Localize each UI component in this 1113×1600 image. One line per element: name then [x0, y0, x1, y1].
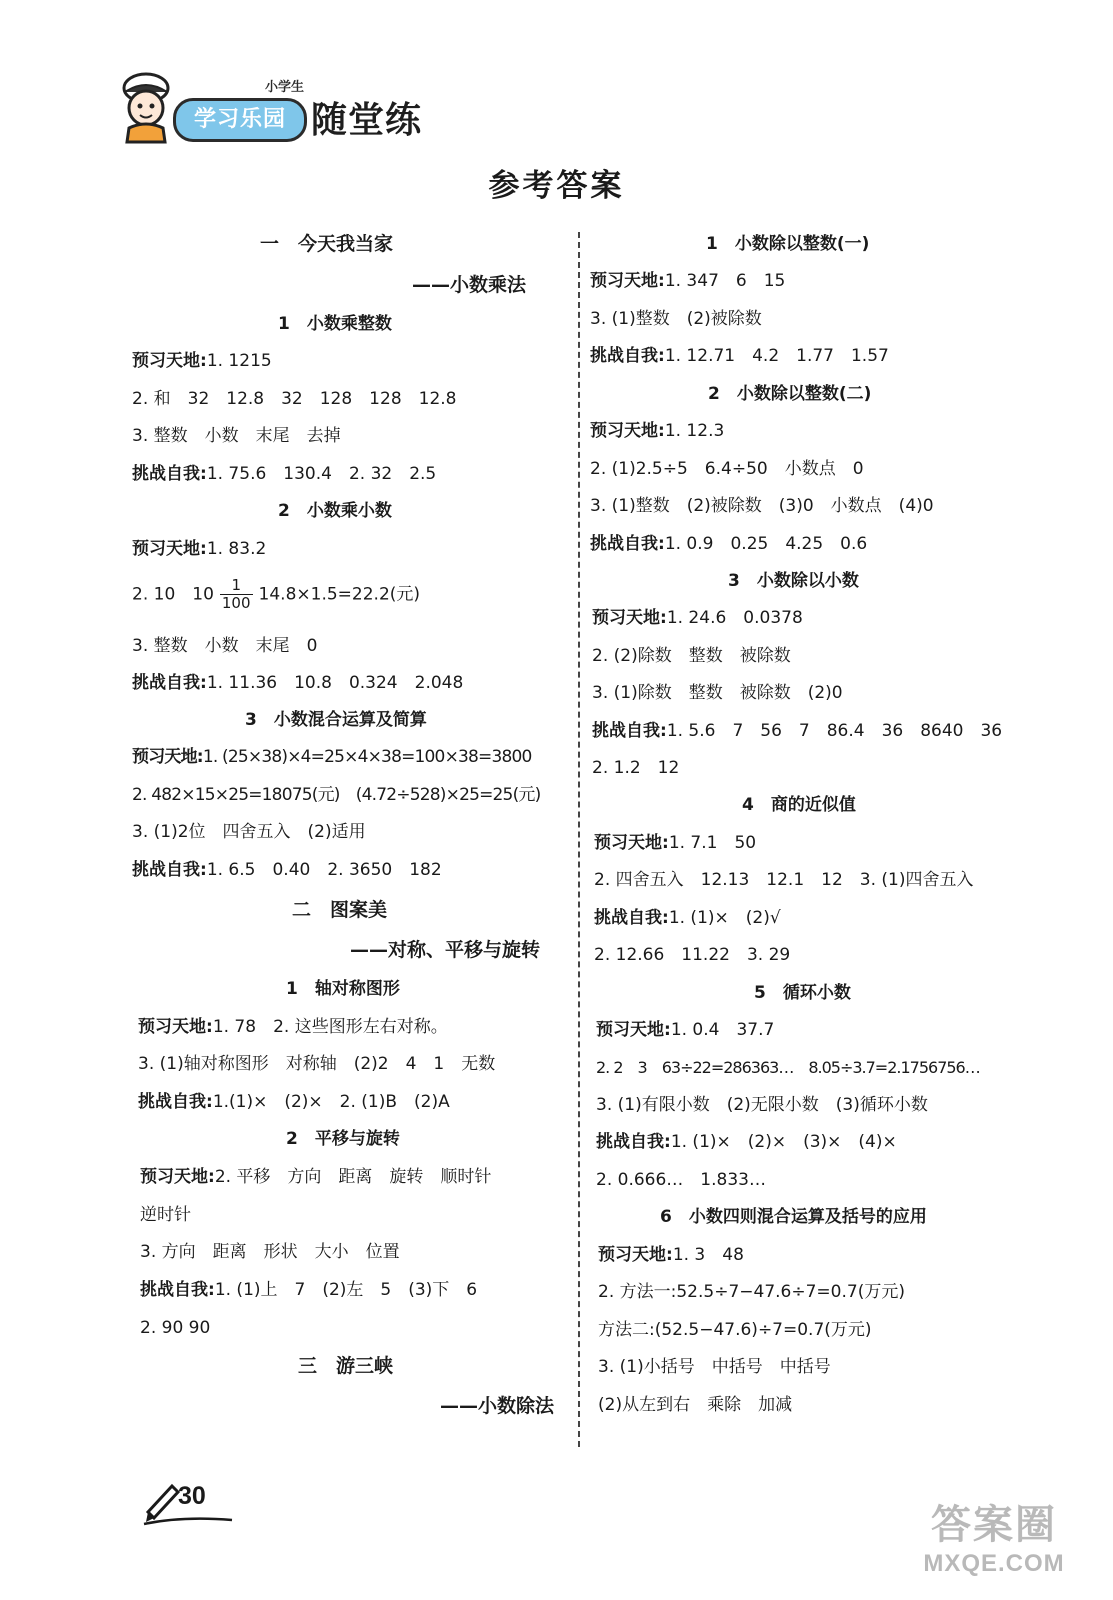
answer-line: [590, 344, 889, 368]
answer-line: [132, 577, 420, 612]
line-label: 挑战自我:: [132, 860, 207, 880]
line-text: 1. 12.71 4.2 1.77 1.57: [664, 346, 889, 366]
line-text: 1. 3 48: [672, 1245, 744, 1265]
line-label: 预习天地:: [590, 421, 665, 441]
line-label: 预习天地:: [140, 1167, 215, 1187]
answer-line: 2. (2)除数 整数 被除数: [592, 646, 791, 666]
answer-line: [132, 858, 442, 882]
answer-line: 2. 90 90: [140, 1318, 211, 1338]
section-title: 3 小数混合运算及简算: [245, 710, 427, 730]
line-text: 1. 7.1 50: [668, 833, 757, 853]
section-title: 1 小数除以整数(一): [706, 234, 870, 254]
header-small-text: 小学生: [265, 80, 305, 95]
header-pill-text: 学习乐园: [173, 98, 307, 142]
section-title: 3 小数除以小数: [728, 571, 859, 591]
answer-line: 2. 四舍五入 12.13 12.1 12 3. (1)四舍五入: [594, 870, 974, 890]
line-text: 2. 平移 方向 距离 旋转 顺时针: [214, 1167, 492, 1187]
answer-line: [596, 1018, 774, 1042]
answer-line: [596, 1130, 897, 1154]
answer-line: 2. 12.66 11.22 3. 29: [594, 945, 791, 965]
unit-1-subtitle: ——小数乘法: [412, 274, 527, 296]
line-text: 2. 10 10: [132, 584, 214, 605]
answer-line: 2. 2 3 63÷22=286363… 8.05÷3.7=2.1756756…: [596, 1058, 980, 1077]
answer-line: [592, 719, 1002, 743]
line-text: 1. (1)× (2)× (3)× (4)×: [670, 1132, 897, 1152]
line-text: 1. 24.6 0.0378: [666, 608, 803, 628]
line-label: 挑战自我:: [590, 346, 665, 366]
line-text: 1. 78 2. 这些图形左右对称。: [212, 1017, 448, 1037]
line-text: 1. 0.9 0.25 4.25 0.6: [664, 534, 868, 554]
answer-line: [590, 269, 785, 293]
answer-line: 2. (1)2.5÷5 6.4÷50 小数点 0: [590, 459, 864, 479]
line-text: 1. 83.2: [206, 539, 267, 559]
answer-line: [590, 419, 724, 443]
line-label: 挑战自我:: [594, 908, 669, 928]
watermark-line1: 答案圈: [931, 1503, 1057, 1547]
unit-3-title: 三 游三峡: [298, 1355, 394, 1377]
answer-line: 2. 方法一:52.5÷7−47.6÷7=0.7(万元): [598, 1282, 905, 1302]
section-title: 1 小数乘整数: [278, 314, 392, 334]
line-label: 挑战自我:: [592, 721, 667, 741]
line-text: 1. (1)上 7 (2)左 5 (3)下 6: [214, 1280, 478, 1300]
answer-line: [140, 1278, 477, 1302]
answer-line: 3. (1)2位 四舍五入 (2)适用: [132, 822, 366, 842]
column-divider: [578, 232, 580, 1447]
line-text: 1. 0.4 37.7: [670, 1020, 775, 1040]
answer-line: [598, 1243, 744, 1267]
answer-line: [132, 462, 436, 486]
page-number: 30: [178, 1482, 206, 1510]
line-label: 预习天地:: [132, 351, 207, 371]
line-text: 1. 5.6 7 56 7 86.4 36 8640 36: [666, 721, 1003, 741]
answer-line: (2)从左到右 乘除 加减: [598, 1395, 793, 1415]
answer-line: [132, 537, 266, 561]
answer-line: 3. (1)整数 (2)被除数: [590, 309, 762, 329]
answer-line: [132, 349, 272, 373]
section-title: 2 平移与旋转: [286, 1129, 400, 1149]
line-text: 1. 11.36 10.8 0.324 2.048: [206, 673, 464, 693]
unit-2-subtitle: ——对称、平移与旋转: [350, 939, 541, 961]
answer-line: 3. (1)轴对称图形 对称轴 (2)2 4 1 无数: [138, 1054, 496, 1074]
line-label: 预习天地:: [132, 539, 207, 559]
section-title: 6 小数四则混合运算及括号的应用: [660, 1207, 927, 1227]
section-title: 2 小数除以整数(二): [708, 384, 872, 404]
section-title: 4 商的近似值: [742, 795, 856, 815]
section-title: 5 循环小数: [754, 983, 851, 1003]
line-text: 1. 12.3: [664, 421, 725, 441]
answer-line: [132, 671, 463, 695]
line-label: 预习天地:: [594, 833, 669, 853]
answer-line: 2. 和 32 12.8 32 128 128 12.8: [132, 389, 457, 409]
line-text: 1.(1)× (2)× 2. (1)B (2)A: [212, 1092, 450, 1112]
fraction: [220, 577, 253, 612]
answer-line: 逆时针: [140, 1205, 191, 1225]
answer-line: [590, 532, 867, 556]
page-title: 参考答案: [488, 168, 625, 204]
line-text: 1. 1215: [206, 351, 272, 371]
answer-line: [138, 1015, 448, 1039]
unit-2-title: 二 图案美: [292, 899, 388, 921]
answer-line: 3. 整数 小数 末尾 0: [132, 636, 318, 656]
book-title: 随堂练: [311, 100, 423, 141]
line-text: 1. 6.5 0.40 2. 3650 182: [206, 860, 442, 880]
line-label: 挑战自我:: [596, 1132, 671, 1152]
line-label: 挑战自我:: [590, 534, 665, 554]
line-label: 预习天地:: [590, 271, 665, 291]
line-label: 预习天地:: [598, 1245, 673, 1265]
fraction-denominator: 100: [221, 594, 251, 612]
answer-line: 3. (1)小括号 中括号 中括号: [598, 1357, 831, 1377]
answer-line: 3. (1)有限小数 (2)无限小数 (3)循环小数: [596, 1095, 928, 1115]
answer-line: 2. 1.2 12: [592, 758, 680, 778]
answer-line: [138, 1090, 450, 1114]
line-text: 1. (25×38)×4=25×4×38=100×38=3800: [202, 747, 532, 767]
section-title: 2 小数乘小数: [278, 501, 392, 521]
line-text: 1. 75.6 130.4 2. 32 2.5: [206, 464, 437, 484]
line-label: 预习天地:: [132, 747, 203, 767]
header-logo: [115, 68, 435, 148]
line-text: 1. (1)× (2)√: [668, 908, 781, 928]
answer-line: 3. (1)整数 (2)被除数 (3)0 小数点 (4)0: [590, 496, 934, 516]
page-number-area: [142, 1478, 242, 1528]
answer-line: 3. 整数 小数 末尾 去掉: [132, 426, 341, 446]
watermark-line2: MXQE.COM: [923, 1550, 1065, 1577]
answer-line: [592, 606, 803, 630]
line-label: 挑战自我:: [140, 1280, 215, 1300]
line-text: 14.8×1.5=22.2(元): [258, 584, 421, 605]
line-label: 预习天地:: [592, 608, 667, 628]
line-label: 预习天地:: [138, 1017, 213, 1037]
line-label: 预习天地:: [596, 1020, 671, 1040]
unit-3-subtitle: ——小数除法: [440, 1395, 555, 1417]
answer-line: [132, 745, 532, 769]
line-label: 挑战自我:: [132, 464, 207, 484]
line-text: 1. 347 6 15: [664, 271, 786, 291]
answer-line: [140, 1165, 491, 1189]
answer-line: 2. 482×15×25=18075(元) (4.72÷528)×25=25(元): [132, 785, 541, 805]
answer-line: 3. (1)除数 整数 被除数 (2)0: [592, 683, 843, 703]
unit-1-title: 一 今天我当家: [260, 233, 394, 255]
line-label: 挑战自我:: [132, 673, 207, 693]
section-title: 1 轴对称图形: [286, 979, 400, 999]
line-label: 挑战自我:: [138, 1092, 213, 1112]
answer-line: 方法二:(52.5−47.6)÷7=0.7(万元): [598, 1320, 872, 1340]
answer-line: 2. 0.666… 1.833…: [596, 1170, 766, 1190]
mascot-icon: [115, 70, 177, 144]
fraction-numerator: 1: [220, 577, 253, 595]
watermark: [904, 1500, 1084, 1590]
answer-line: [594, 906, 781, 930]
answer-line: 3. 方向 距离 形状 大小 位置: [140, 1242, 400, 1262]
answer-line: [594, 831, 756, 855]
